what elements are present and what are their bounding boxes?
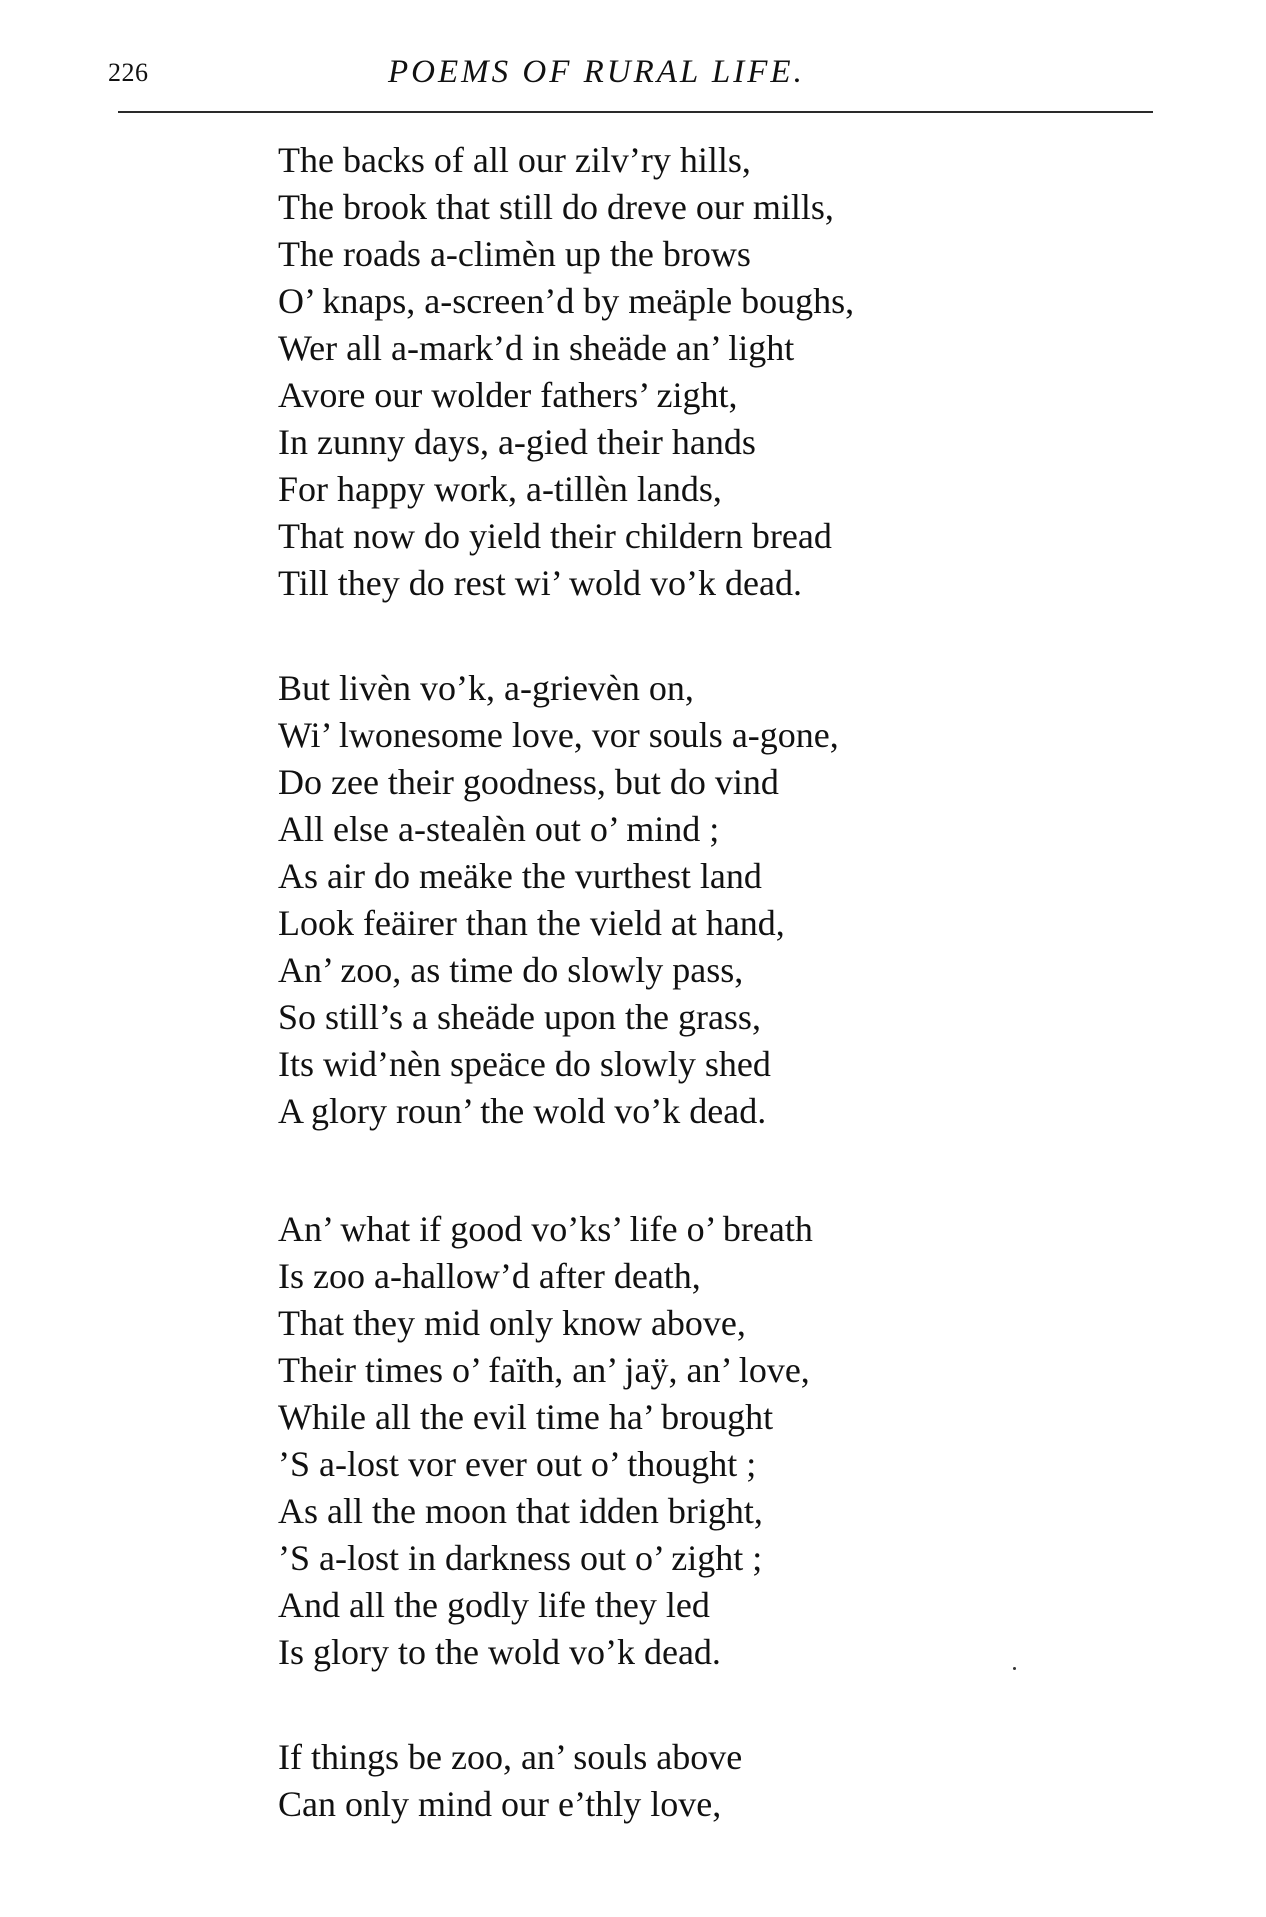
poem-line: Do zee their goodness, but do vind (278, 762, 779, 802)
poem-line: Look feäirer than the vield at hand, (278, 903, 785, 943)
poem-line: Is glory to the wold vo’k dead. (278, 1632, 721, 1672)
paper-speck (1013, 1667, 1016, 1670)
stanza-4 (278, 1734, 1098, 1828)
poem-line: The roads a-climèn up the brows (278, 234, 751, 274)
stanza-1 (278, 137, 1098, 607)
poem-line: ’S a-lost vor ever out o’ thought ; (278, 1444, 757, 1484)
poem-line: Avore our wolder fathers’ zight, (278, 375, 738, 415)
page-header (108, 52, 1158, 98)
poem-line: So still’s a sheäde upon the grass, (278, 997, 761, 1037)
stanza-2 (278, 665, 1098, 1135)
poem-line: Wi’ lwonesome love, vor souls a-gone, (278, 715, 839, 755)
poem-line: Wer all a-mark’d in sheäde an’ light (278, 328, 795, 368)
poem-line: That they mid only know above, (278, 1303, 746, 1343)
running-title: POEMS OF RURAL LIFE. (388, 54, 805, 90)
poem-line: Is zoo a-hallow’d after death, (278, 1256, 701, 1296)
poem-line: ’S a-lost in darkness out o’ zight ; (278, 1538, 763, 1578)
poem-line: For happy work, a-tillèn lands, (278, 469, 722, 509)
poem-line: As all the moon that idden bright, (278, 1491, 763, 1531)
poem-line: As air do meäke the vurthest land (278, 856, 762, 896)
poem-line: An’ zoo, as time do slowly pass, (278, 950, 744, 990)
poem-line: A glory roun’ the wold vo’k dead. (278, 1091, 767, 1131)
poem-line: The brook that still do dreve our mills, (278, 187, 834, 227)
page-number: 226 (108, 58, 149, 87)
poem-line: But livèn vo’k, a-grievèn on, (278, 668, 694, 708)
poem-line: While all the evil time ha’ brought (278, 1397, 774, 1437)
poem-line: Till they do rest wi’ wold vo’k dead. (278, 563, 802, 603)
poem-line: O’ knaps, a-screen’d by meäple boughs, (278, 281, 855, 321)
poem-line: In zunny days, a-gied their hands (278, 422, 756, 462)
stanza-3 (278, 1206, 1098, 1676)
poem-line: The backs of all our zilv’ry hills, (278, 140, 751, 180)
poem-line: Its wid’nèn speäce do slowly shed (278, 1044, 771, 1084)
poem-line: If things be zoo, an’ souls above (278, 1737, 743, 1777)
header-rule (118, 111, 1153, 113)
poem-line: And all the godly life they led (278, 1585, 710, 1625)
poem-line: Their times o’ faïth, an’ jaÿ, an’ love, (278, 1350, 810, 1390)
poem-line: Can only mind our e’thly love, (278, 1784, 722, 1824)
poem-line: That now do yield their childern bread (278, 516, 832, 556)
poem-line: An’ what if good vo’ks’ life o’ breath (278, 1209, 813, 1249)
poem-line: All else a-stealèn out o’ mind ; (278, 809, 720, 849)
